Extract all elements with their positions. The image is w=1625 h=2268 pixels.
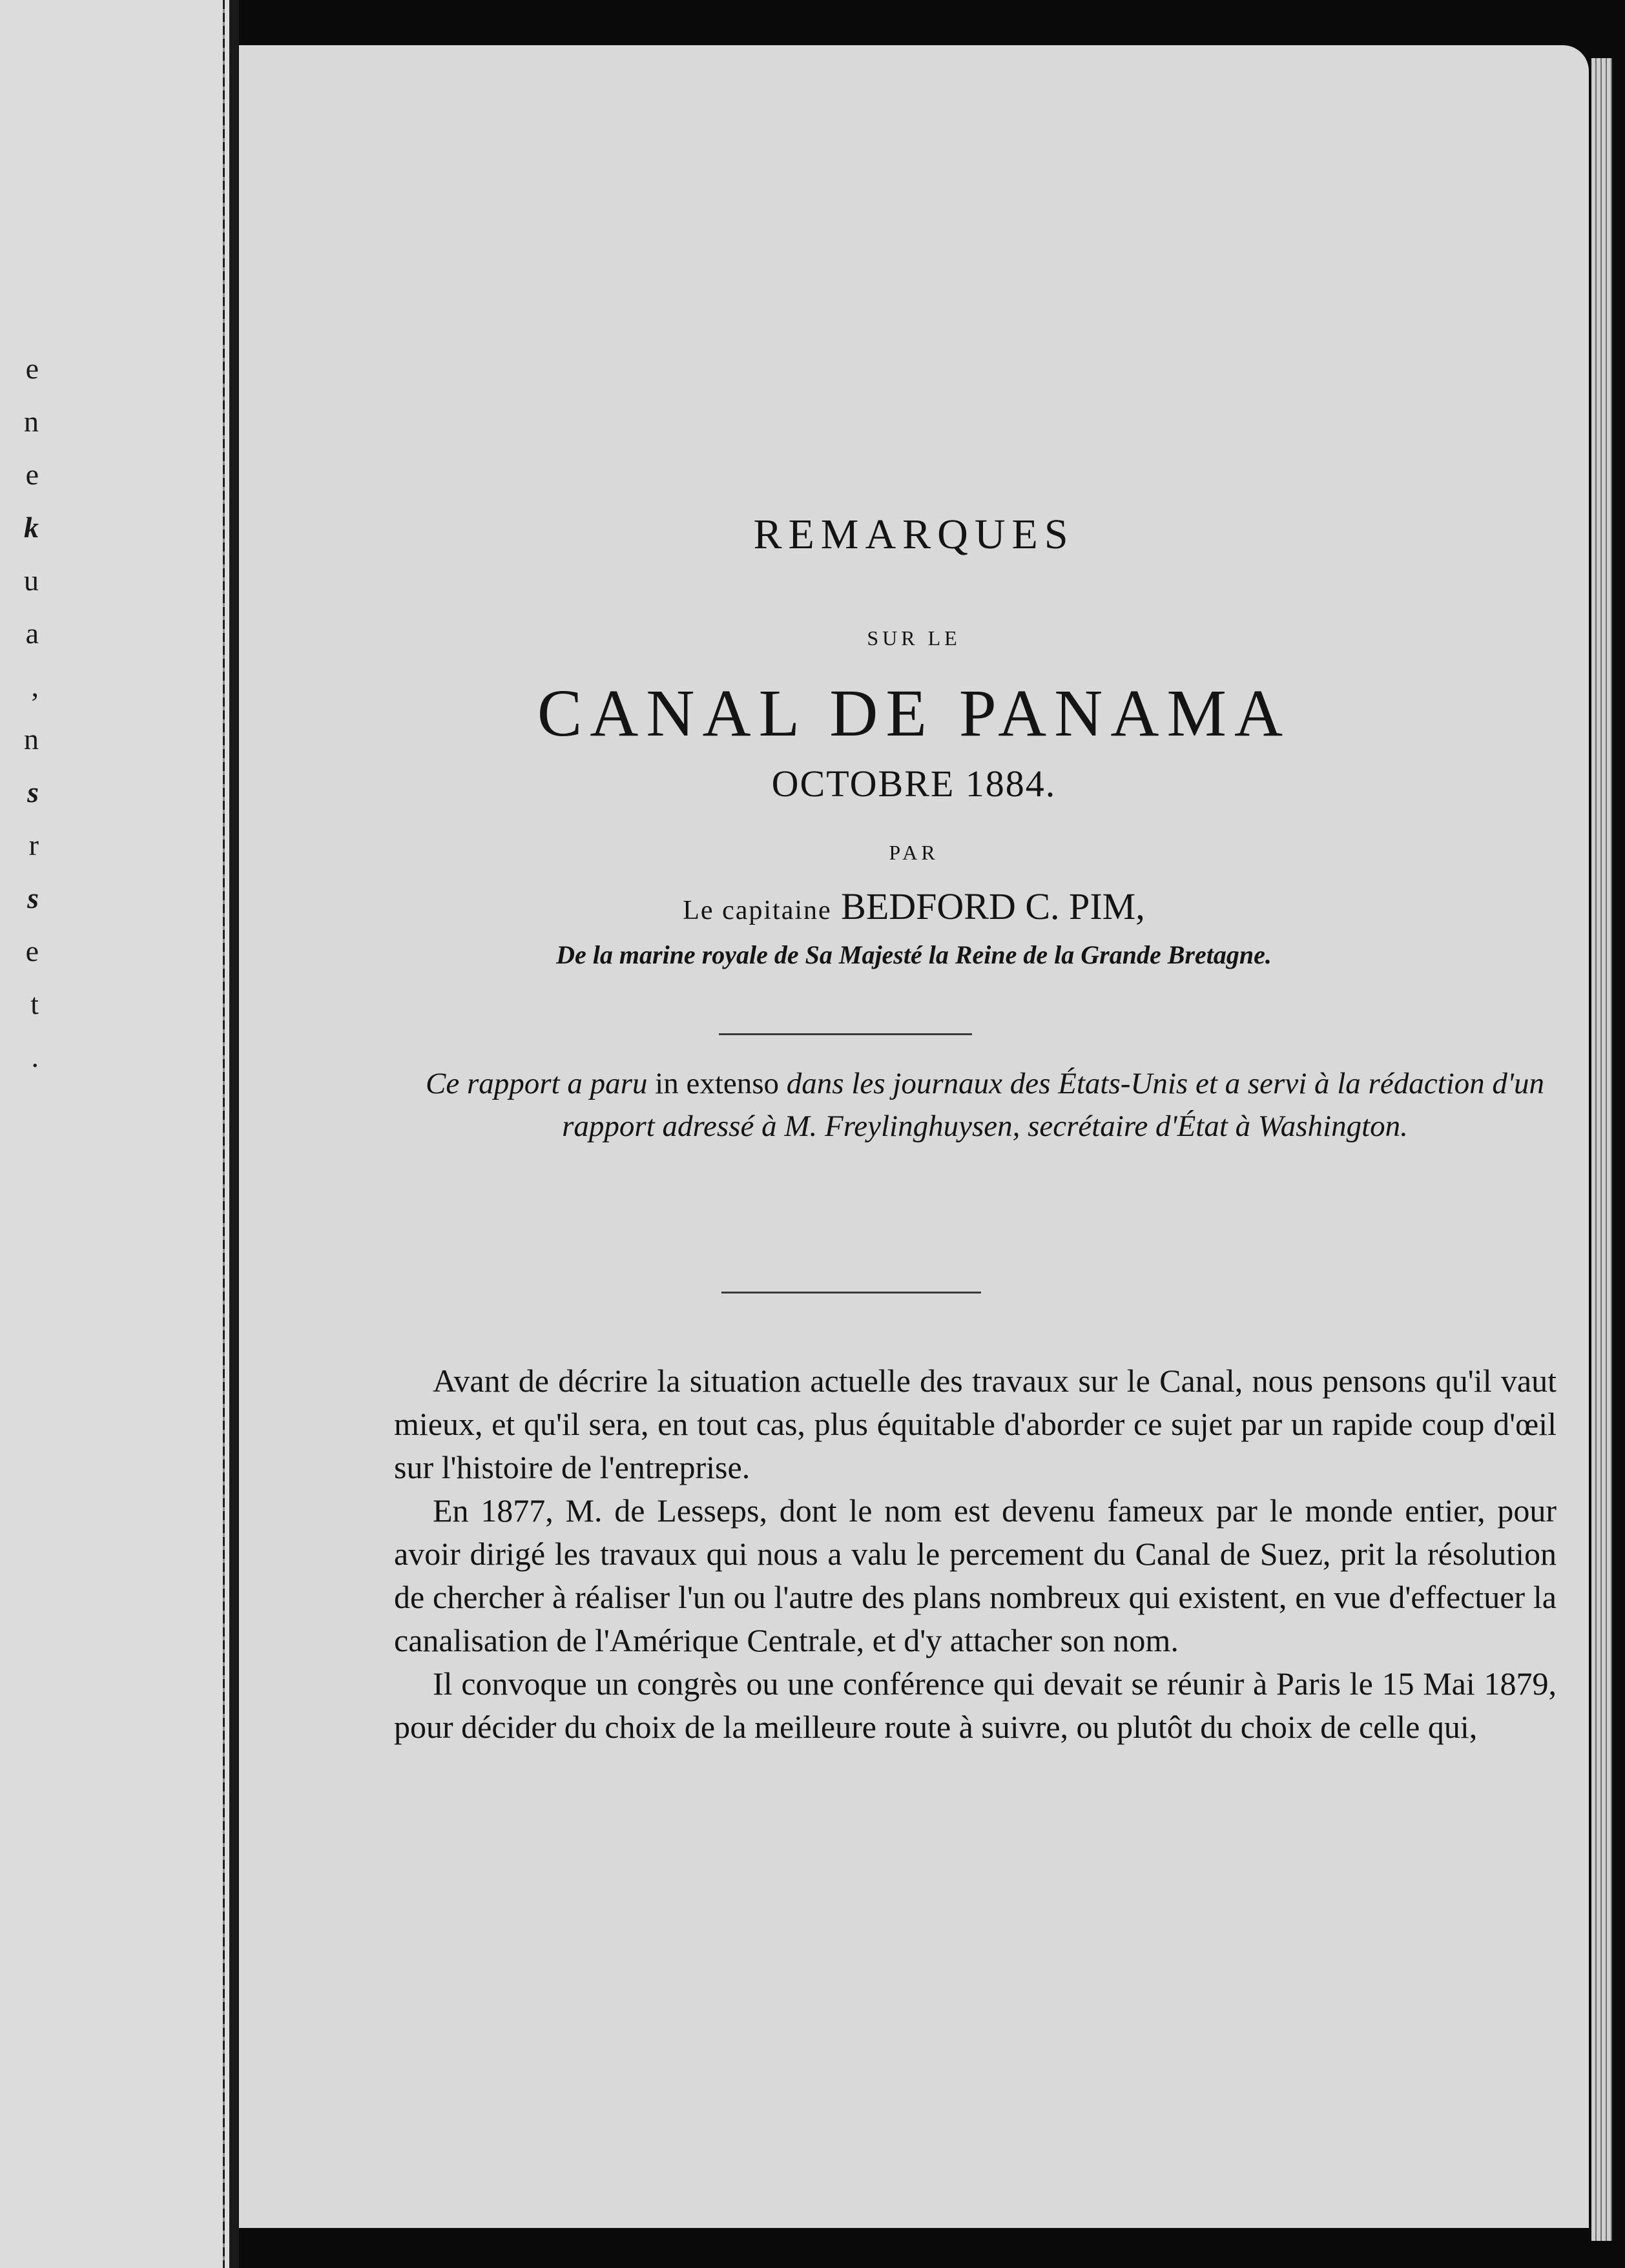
- author-affiliation: De la marine royale de Sa Majesté la Reine de la Grande Bretagne.: [556, 940, 1272, 969]
- document-page: [239, 45, 1589, 2228]
- edge-letter: ,: [31, 670, 39, 703]
- divider-rule: [721, 1292, 981, 1294]
- edge-letter: u: [24, 564, 39, 597]
- book-gutter: [229, 0, 239, 2268]
- edge-letter: e: [25, 458, 39, 491]
- edge-letter: r: [28, 829, 39, 861]
- body-text: [394, 1359, 1557, 1749]
- edge-letter: s: [27, 776, 39, 809]
- edge-letter: n: [24, 405, 39, 438]
- title-canal-de-panama: CANAL DE PANAMA: [537, 676, 1291, 750]
- edge-letter: e: [25, 352, 39, 385]
- author-line: [239, 885, 1589, 928]
- edge-letter: .: [31, 1040, 39, 1073]
- facing-page-edge-text: [0, 342, 39, 1084]
- title-par: PAR: [889, 841, 939, 864]
- note-part: dans les journaux des États-Unis et a servi à la rédaction d'un rapport adressé à M. Freylinghuysen, secrétaire d'État à Washington.: [562, 1067, 1544, 1143]
- page-content: [239, 45, 1589, 2228]
- title-sur-le: SUR LE: [867, 626, 961, 650]
- edge-letter: t: [30, 987, 39, 1020]
- edge-letter: s: [27, 881, 39, 914]
- page-fold-line: [223, 0, 225, 2268]
- author-prefix: Le capitaine: [683, 896, 832, 925]
- body-paragraph: En 1877, M. de Lesseps, dont le nom est devenu fameux par le monde entier, pour avoir dirigé les travaux qui nous a valu le percement du Canal de Suez, prit la résolution de chercher à réaliser l'un ou l'autre des plans nombreux qui existent, en vue d'effectuer la canalisation de l'Amérique Centrale, et d'y attacher son nom.: [394, 1492, 1557, 1658]
- divider-rule: [719, 1033, 972, 1035]
- note-part: Ce rapport a paru: [426, 1067, 648, 1100]
- note-in-extenso: in extenso: [655, 1067, 780, 1100]
- edge-letter: n: [24, 723, 39, 756]
- page-stack-edge: [1591, 58, 1612, 2241]
- title-date: OCTOBRE 1884.: [771, 763, 1057, 805]
- body-paragraph: Il convoque un congrès ou une conférence qui devait se réunir à Paris le 15 Mai 1879, pour décider du choix de la meilleure route à suivre, ou plutôt du choix de celle qui,: [394, 1665, 1557, 1745]
- edge-letter: e: [25, 934, 39, 967]
- editorial-note: [413, 1062, 1557, 1148]
- body-paragraph: Avant de décrire la situation actuelle des travaux sur le Canal, nous pensons qu'il vaut mieux, et qu'il sera, en tout cas, plus équitable d'aborder ce sujet par un rapide coup d'œil sur l'histoire de l'entreprise.: [394, 1363, 1557, 1485]
- facing-page: [0, 0, 229, 2268]
- edge-letter: k: [24, 511, 39, 544]
- author-name: BEDFORD C. PIM,: [841, 885, 1145, 927]
- title-remarques: REMARQUES: [753, 511, 1075, 558]
- edge-letter: a: [25, 617, 39, 650]
